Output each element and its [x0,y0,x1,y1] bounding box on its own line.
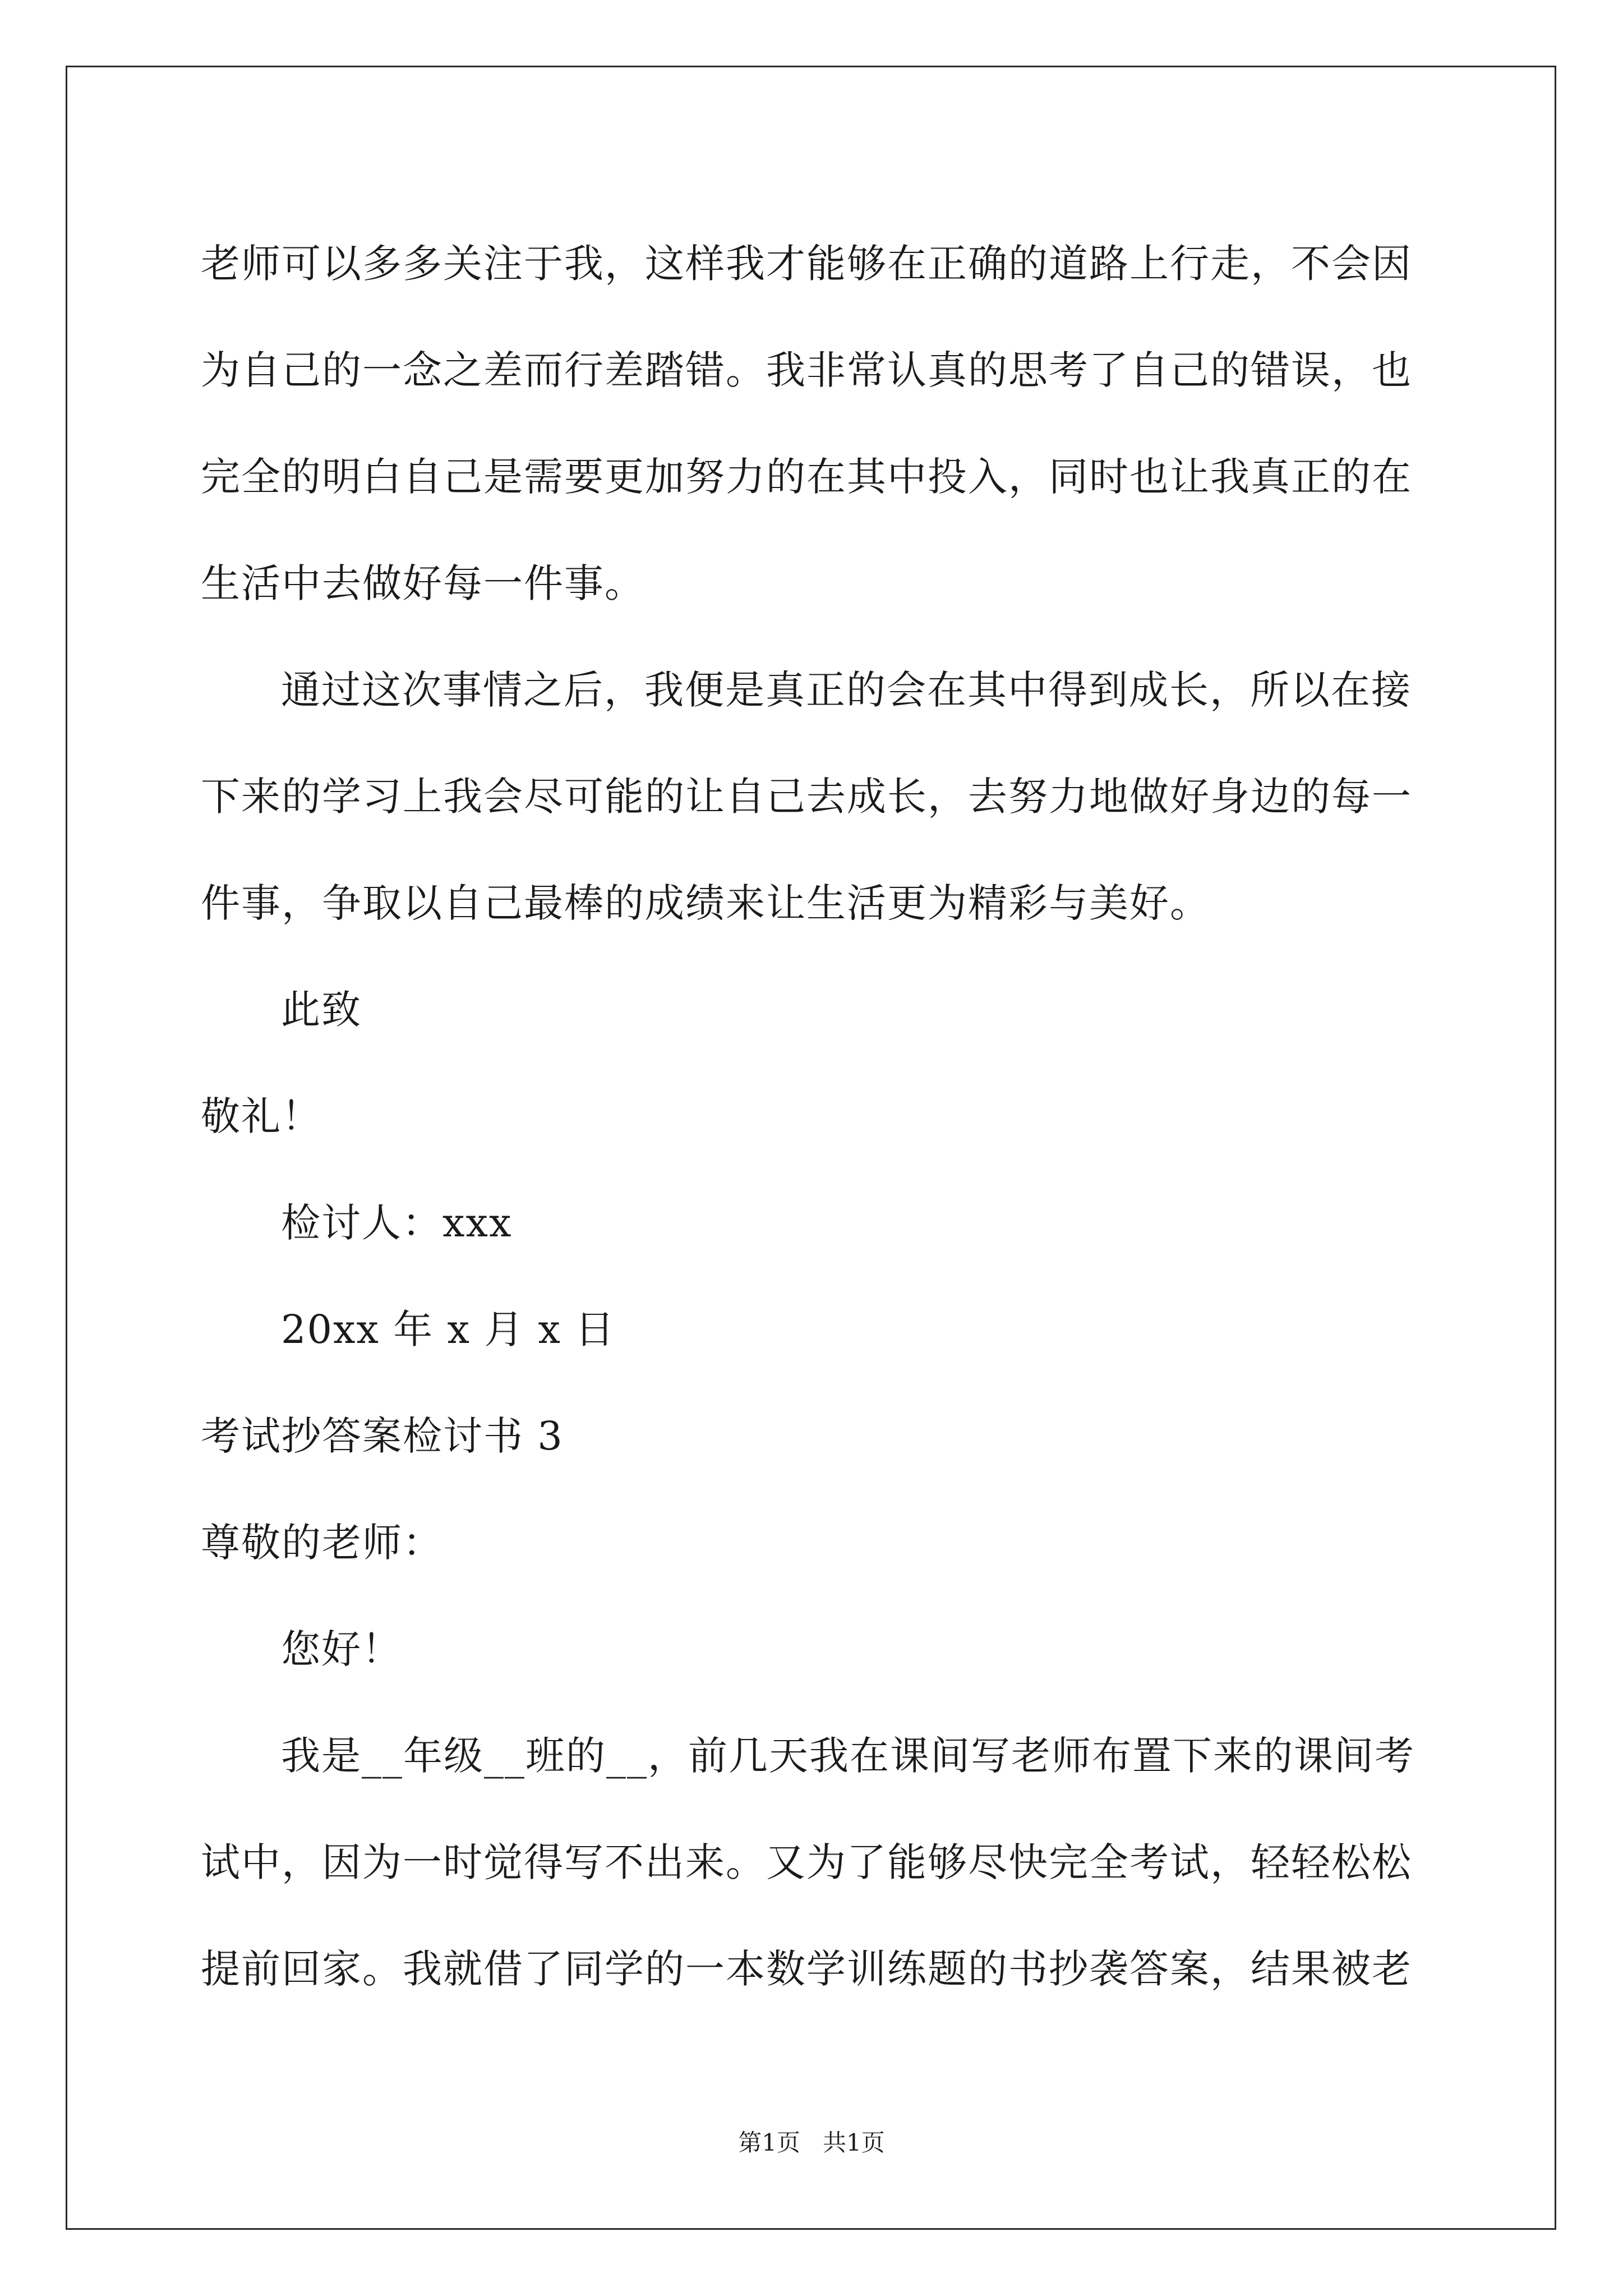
closing-jing-li: 敬礼！ [201,1093,322,1139]
paragraph-line: 我是__年级__班的__，前几天我在课间写老师布置下来的课间考 [281,1733,1415,1779]
document-body [201,210,1435,2022]
paragraph-line: 完全的明白自己是需要更加努力的在其中投入，同时也让我真正的在 [201,454,1412,500]
page-footer: 第1页 共1页 [738,2129,885,2156]
paragraph-line: 试中，因为一时觉得写不出来。又为了能够尽快完全考试，轻轻松松 [201,1839,1412,1885]
paragraph-line: 为自己的一念之差而行差踏错。我非常认真的思考了自己的错误，也 [201,347,1412,393]
closing-ci-zhi: 此致 [281,987,362,1033]
paragraph-line: 下来的学习上我会尽可能的让自己去成长，去努力地做好身边的每一 [201,774,1412,820]
paragraph-line: 提前回家。我就借了同学的一本数学训练题的书抄袭答案，结果被老 [201,1946,1412,1992]
salutation: 尊敬的老师： [201,1520,443,1566]
paragraph-line: 生活中去做好每一件事。 [201,560,645,606]
paragraph-line: 老师可以多多关注于我，这样我才能够在正确的道路上行走，不会因 [201,241,1412,287]
greeting: 您好！ [281,1626,402,1672]
paragraph-line: 通过这次事情之后，我便是真正的会在其中得到成长，所以在接 [281,667,1412,713]
section-title: 考试抄答案检讨书 3 [201,1413,564,1459]
date-line: 20xx 年 x 月 x 日 [281,1306,616,1352]
paragraph-line: 件事，争取以自己最棒的成绩来让生活更为精彩与美好。 [201,880,1210,926]
signer-line: 检讨人：xxx [281,1200,513,1246]
